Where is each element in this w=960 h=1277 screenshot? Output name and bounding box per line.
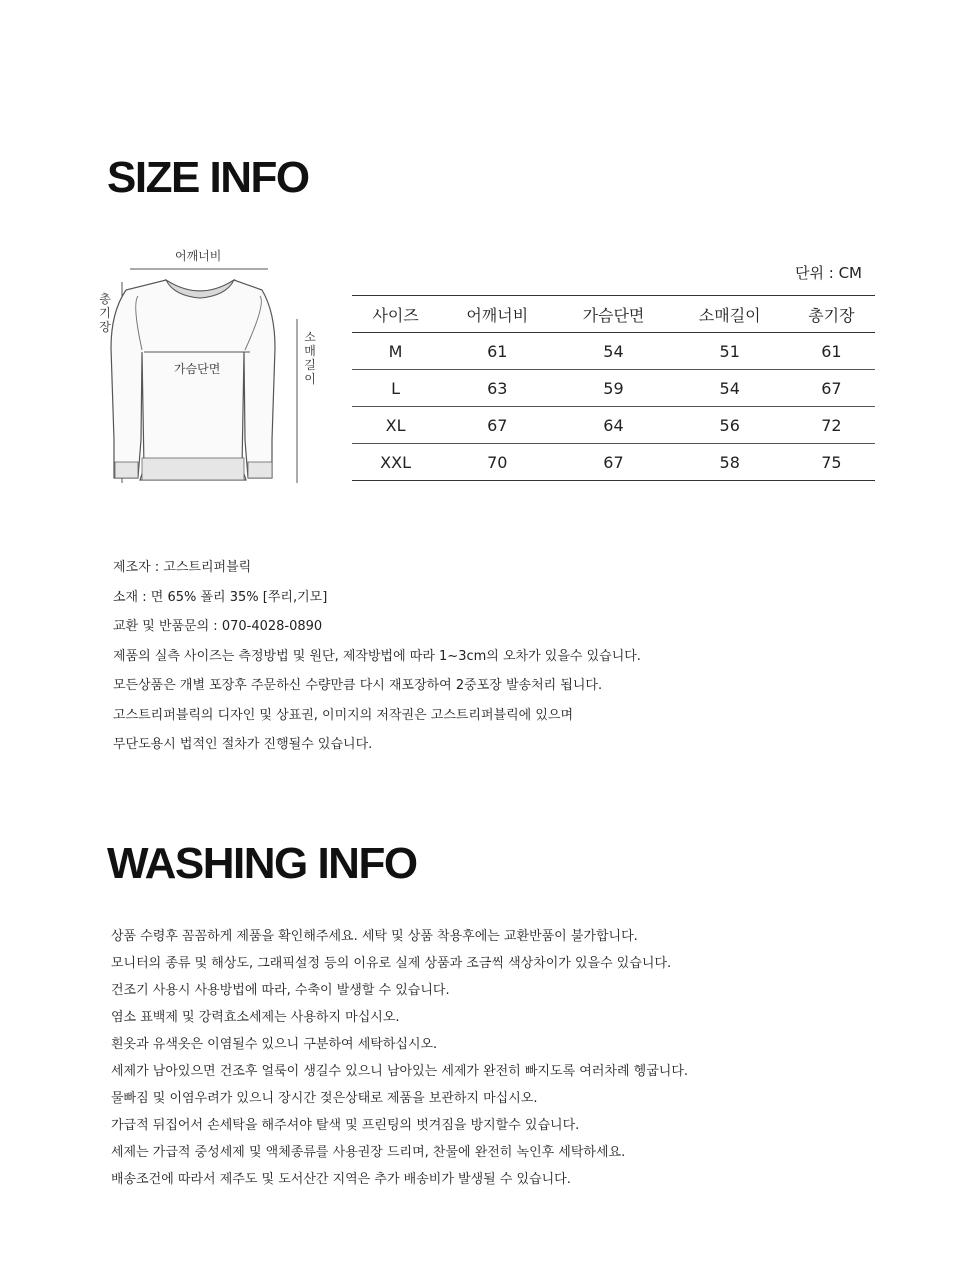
washing-info-title: WASHING INFO [107,839,417,888]
sleeve-label: 소매길이 [304,330,316,386]
washing-instructions [111,923,688,1193]
cell-shoulder: 61 [439,333,555,370]
list-item: 흰옷과 유색옷은 이염될수 있으니 구분하여 세탁하십시오. [111,1037,438,1052]
cell-total-length: 67 [788,370,875,407]
header-chest: 가슴단면 [555,296,671,333]
cell-total-length: 72 [788,407,875,444]
header-total-length: 총기장 [788,296,875,333]
cell-size: XXL [352,444,439,481]
cell-shoulder: 63 [439,370,555,407]
size-table-header-row [352,296,875,333]
cell-chest: 67 [555,444,671,481]
note-material: 소재 : 면 65% 폴리 35% [쭈리,기모] [113,589,328,605]
table-row [352,444,875,481]
note-legal: 무단도용시 법적인 절차가 진행될수 있습니다. [113,737,373,752]
cell-sleeve: 51 [672,333,788,370]
size-info-title: SIZE INFO [107,153,309,202]
total-length-label: 총기장 [99,292,111,334]
cell-shoulder: 67 [439,407,555,444]
list-item: 염소 표백제 및 강력효소세제는 사용하지 마십시오. [111,1010,400,1025]
shoulder-label: 어깨너비 [175,249,222,263]
note-packaging: 모든상품은 개별 포장후 주문하신 수량만큼 다시 재포장하여 2중포장 발송처리 됩니다. [113,678,603,693]
cell-shoulder: 70 [439,444,555,481]
note-contact: 교환 및 반품문의 : 070-4028-0890 [113,619,323,634]
header-sleeve: 소매길이 [672,296,788,333]
size-table [352,295,875,481]
list-item: 세제는 가급적 중성세제 및 액체종류를 사용권장 드리며, 찬물에 완전히 녹인후 세탁하세요. [111,1145,626,1160]
note-manufacturer: 제조자 : 고스트리퍼블릭 [113,560,252,575]
cell-size: XL [352,407,439,444]
cell-size: M [352,333,439,370]
unit-label: 단위 : CM [795,264,862,282]
cell-sleeve: 56 [672,407,788,444]
header-shoulder: 어깨너비 [439,296,555,333]
chest-label: 가슴단면 [174,362,221,376]
note-copyright: 고스트리퍼블릭의 디자인 및 상표권, 이미지의 저작권은 고스트리퍼블릭에 있으며 [113,707,574,723]
sweatshirt-size-diagram [90,240,330,490]
cell-chest: 59 [555,370,671,407]
cell-size: L [352,370,439,407]
header-size: 사이즈 [352,296,439,333]
cell-sleeve: 54 [672,370,788,407]
cell-sleeve: 58 [672,444,788,481]
cell-chest: 64 [555,407,671,444]
list-item: 모니터의 종류 및 해상도, 그래픽설정 등의 이유로 실제 상품과 조금씩 색상차이가 있을수 있습니다. [111,956,672,971]
list-item: 가급적 뒤집어서 손세탁을 해주셔야 탈색 및 프린팅의 벗겨짐을 방지할수 있습니다. [111,1118,580,1133]
cell-total-length: 61 [788,333,875,370]
table-row [352,333,875,370]
list-item: 물빠짐 및 이염우려가 있으니 장시간 젖은상태로 제품을 보관하지 마십시오. [111,1091,538,1106]
list-item: 배송조건에 따라서 제주도 및 도서산간 지역은 추가 배송비가 발생될 수 있습니다. [111,1172,571,1187]
product-notes [113,553,641,760]
note-measurement: 제품의 실측 사이즈는 측정방법 및 원단, 제작방법에 따라 1~3cm의 오차가 있을수 있습니다. [113,648,641,664]
table-row [352,370,875,407]
list-item: 건조기 사용시 사용방법에 따라, 수축이 발생할 수 있습니다. [111,983,450,998]
cell-chest: 54 [555,333,671,370]
cell-total-length: 75 [788,444,875,481]
table-row [352,407,875,444]
list-item: 상품 수령후 꼼꼼하게 제품을 확인해주세요. 세탁 및 상품 착용후에는 교환반품이 불가합니다. [111,929,638,944]
list-item: 세제가 남아있으면 건조후 얼룩이 생길수 있으니 남아있는 세제가 완전히 빠지도록 여러차례 헹굽니다. [111,1064,689,1079]
